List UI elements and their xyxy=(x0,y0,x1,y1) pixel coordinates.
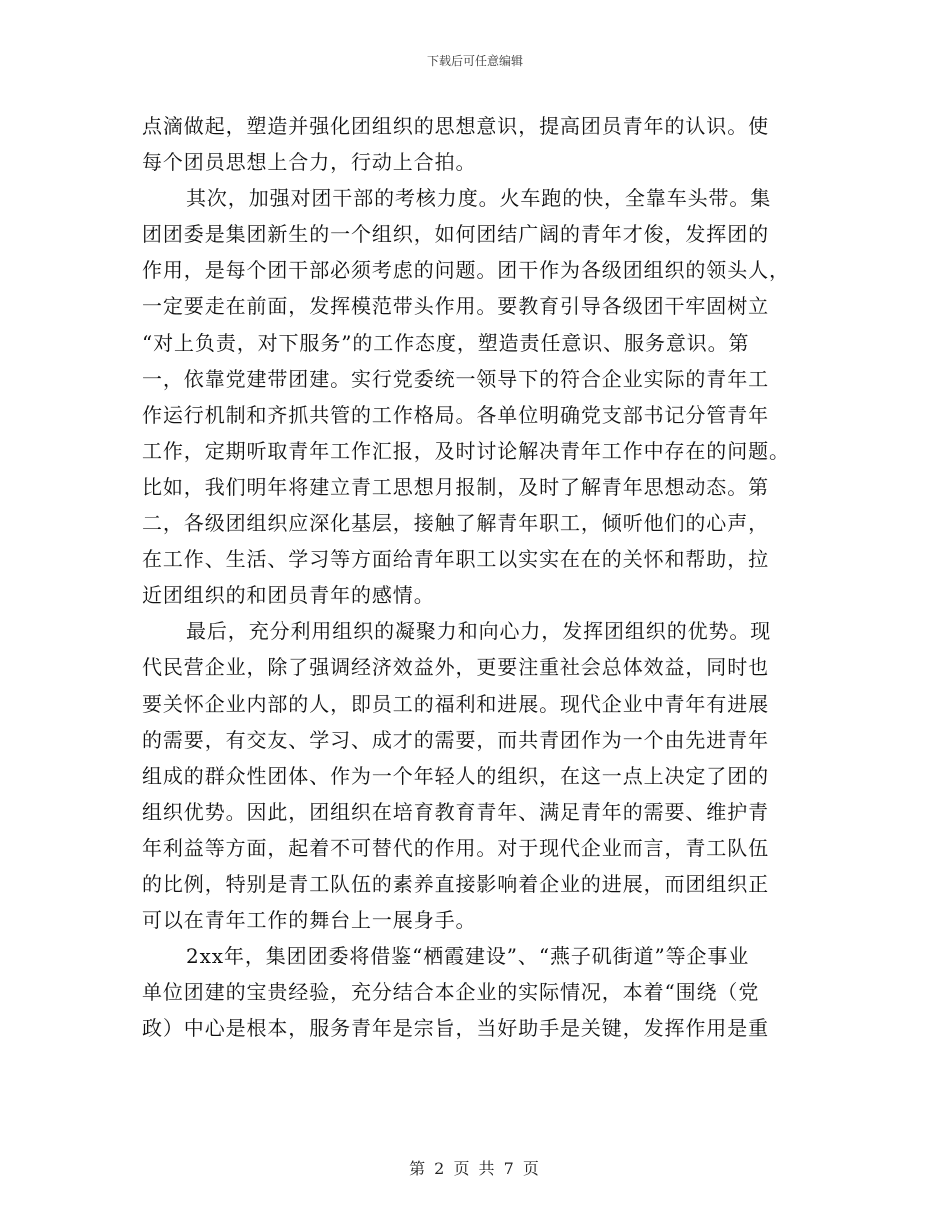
body-text xyxy=(142,108,822,1046)
text-line: 在工作、生活、学习等方面给青年职工以实实在在的关怀和帮助，拉 xyxy=(142,547,769,572)
text-line: 2xx年，集团团委将借鉴“栖霞建设”、“燕子矶街道”等企事业 xyxy=(186,944,750,969)
text-line: 团团委是集团新生的一个组织，如何团结广阔的青年才俊，发挥团的 xyxy=(142,222,769,247)
text-line: 作用，是每个团干部必须考虑的问题。团干作为各级团组织的领头人， xyxy=(142,258,790,283)
page-footer-number: 第 2 页 共 7 页 xyxy=(409,1159,541,1178)
text-line: 近团组织的和团员青年的感情。 xyxy=(142,583,435,608)
text-line: 单位团建的宝贵经验，充分结合本企业的实际情况，本着“围绕（党 xyxy=(142,980,760,1005)
text-line: 点滴做起，塑造并强化团组织的思想意识，提高团员青年的认识。使 xyxy=(142,114,769,138)
text-line: 的需要，有交友、学习、成才的需要，而共青团作为一个由先进青年 xyxy=(142,727,769,752)
text-line: 组织优势。因此，团组织在培育教育青年、满足青年的需要、维护青 xyxy=(142,799,769,824)
text-line: 组成的群众性团体、作为一个年轻人的组织，在这一点上决定了团的 xyxy=(142,763,769,788)
text-line: 一，依靠党建带团建。实行党委统一领导下的符合企业实际的青年工 xyxy=(142,366,769,391)
text-line: 政）中心是根本，服务青年是宗旨，当好助手是关键，发挥作用是重 xyxy=(142,1016,769,1041)
text-line: 年利益等方面，起着不可替代的作用。对于现代企业而言，青工队伍 xyxy=(142,835,769,860)
text-line: 其次，加强对团干部的考核力度。火车跑的快，全靠车头带。集 xyxy=(186,186,772,211)
text-line: 的比例，特别是青工队伍的素养直接影响着企业的进展，而团组织正 xyxy=(142,871,769,896)
text-line: 一定要走在前面，发挥模范带头作用。要教育引导各级团干牢固树立 xyxy=(142,294,769,319)
text-line: 要关怀企业内部的人，即员工的福利和进展。现代企业中青年有进展 xyxy=(142,691,769,716)
text-line: 代民营企业，除了强调经济效益外，更要注重社会总体效益，同时也 xyxy=(142,655,769,680)
text-line: 比如，我们明年将建立青工思想月报制，及时了解青年思想动态。第 xyxy=(142,474,769,499)
text-line: 工作，定期听取青年工作汇报，及时讨论解决青年工作中存在的问题。 xyxy=(142,438,790,463)
text-line: 可以在青年工作的舞台上一展身手。 xyxy=(142,908,477,933)
text-line: 二，各级团组织应深化基层，接触了解青年职工，倾听他们的心声， xyxy=(142,511,769,536)
text-line: 最后，充分利用组织的凝聚力和向心力，发挥团组织的优势。现 xyxy=(186,619,772,644)
text-line: “对上负责，对下服务”的工作态度，塑造责任意识、服务意识。第 xyxy=(142,330,750,355)
text-line: 作运行机制和齐抓共管的工作格局。各单位明确党支部书记分管青年 xyxy=(142,402,769,427)
page-header-note: 下载后可任意编辑 xyxy=(426,54,523,68)
text-line: 每个团员思想上合力，行动上合拍。 xyxy=(142,150,477,175)
